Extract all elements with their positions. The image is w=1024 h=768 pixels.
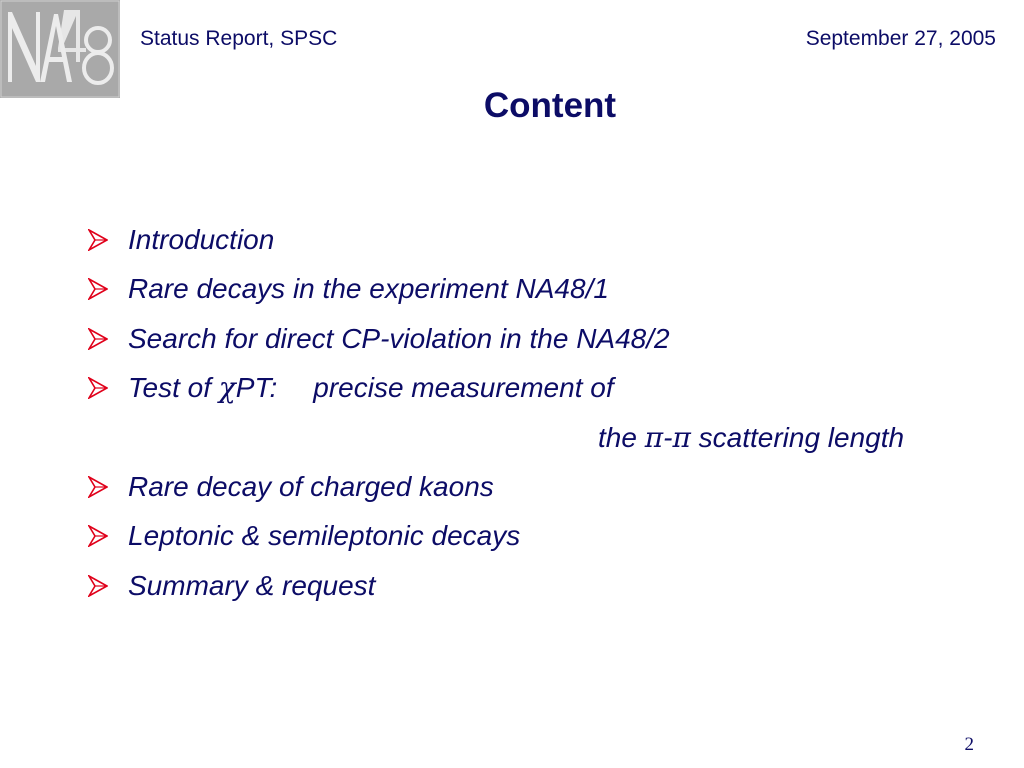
dash: - <box>663 421 673 453</box>
arrowhead-bullet-icon <box>88 377 108 399</box>
list-item-text <box>598 418 904 458</box>
greek-pi: π <box>672 420 691 454</box>
greek-chi: χ <box>218 371 236 405</box>
list-item-text: Summary & request <box>128 569 376 601</box>
arrowhead-bullet-icon <box>88 229 108 251</box>
list-item-text: Rare decay of charged kaons <box>128 470 494 502</box>
header-left-text: Status Report, SPSC <box>140 27 338 50</box>
arrowhead-bullet-icon <box>88 476 108 498</box>
item-rest: precise measurement of <box>313 372 614 404</box>
greek-pi: π <box>644 420 664 454</box>
page-number: 2 <box>964 734 974 755</box>
list-item-text: Rare decays in the experiment NA48/1 <box>128 273 609 305</box>
item-prefix: the <box>598 421 645 453</box>
slide-title: Content <box>483 86 617 125</box>
arrowhead-bullet-icon <box>88 278 108 300</box>
list-item-text: Introduction <box>128 224 275 255</box>
item-suffix: PT: <box>235 372 278 404</box>
arrowhead-bullet-icon <box>88 328 108 350</box>
list-item-text <box>128 368 614 408</box>
arrowhead-bullet-icon <box>88 575 108 597</box>
header-date: September 27, 2005 <box>805 27 996 50</box>
list-item-text: Leptonic & semileptonic decays <box>128 520 521 552</box>
arrowhead-bullet-icon <box>88 525 108 547</box>
item-prefix: Test of <box>128 372 219 404</box>
list-item-text: Search for direct CP-violation in the NA48/2 <box>128 322 670 354</box>
item-suffix: scattering length <box>690 421 905 453</box>
na48-logo <box>0 0 120 98</box>
